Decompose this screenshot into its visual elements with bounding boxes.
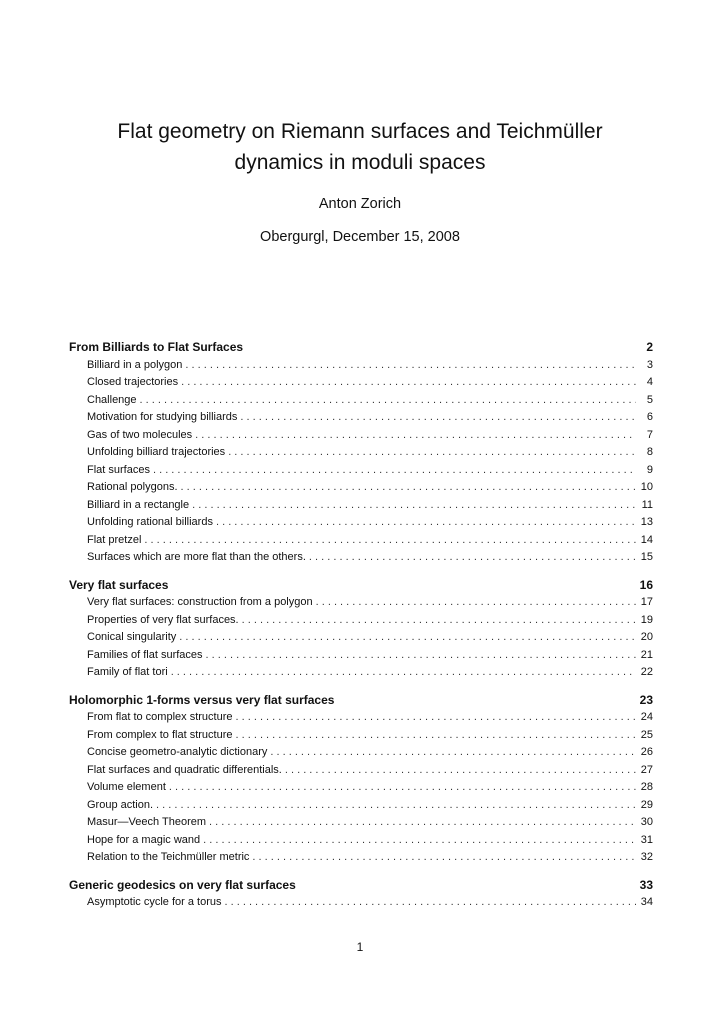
toc-section-heading[interactable]	[69, 692, 653, 710]
toc-leader-dots	[156, 797, 636, 815]
toc-entry[interactable]	[69, 462, 653, 480]
toc-entry[interactable]	[69, 832, 653, 850]
toc-section-page: 2	[646, 340, 653, 354]
author: Anton Zorich	[318, 196, 402, 212]
toc-entry[interactable]	[69, 797, 653, 815]
toc-entry-label: Unfolding rational billiards	[87, 516, 213, 528]
toc-entry-label: Billiard in a polygon	[87, 358, 183, 371]
toc-entry-label: Flat pretzel	[87, 533, 142, 546]
toc-section-heading[interactable]	[69, 877, 653, 895]
toc-entry-page: 21	[640, 648, 653, 661]
toc-entry-label: Flat surfaces and quadratic differentials.	[87, 763, 282, 776]
toc-leader-dots	[192, 497, 636, 515]
toc-entry-label: Flat surfaces	[87, 463, 150, 476]
toc-entry-label: Motivation for studying billiards	[87, 411, 238, 423]
toc-entry-label: Surfaces which are more flat than the others.	[87, 551, 306, 563]
page-number: 1	[356, 940, 364, 954]
toc-entry-label: Masur—Veech Theorem	[87, 816, 207, 828]
toc-entry[interactable]	[69, 664, 653, 682]
toc-leader-dots	[144, 532, 636, 550]
toc-entry[interactable]	[69, 374, 653, 392]
toc-leader-dots	[153, 462, 636, 480]
toc-entry-page: 9	[646, 463, 653, 476]
toc-section-page: 16	[639, 577, 653, 592]
toc-entry-page: 34	[640, 896, 653, 908]
toc-entry[interactable]	[69, 427, 653, 445]
toc-entry-page: 4	[646, 376, 653, 388]
toc-entry-label: Very flat surfaces: construction from a polygon	[87, 596, 313, 608]
toc-entry-page: 20	[640, 631, 653, 643]
toc-section-page: 23	[639, 692, 653, 707]
toc-leader-dots	[169, 779, 636, 797]
toc-entry-page: 17	[640, 596, 653, 608]
toc-leader-dots	[140, 392, 636, 410]
toc-entry[interactable]	[69, 647, 653, 665]
table-of-contents	[69, 339, 653, 922]
toc-entry-page: 19	[640, 613, 653, 626]
toc-leader-dots	[236, 727, 637, 745]
toc-entry-label: Families of flat surfaces	[87, 648, 203, 661]
toc-entry[interactable]	[69, 594, 653, 612]
toc-leader-dots	[181, 479, 636, 497]
toc-entry-page: 13	[640, 516, 653, 528]
toc-entry-label: Unfolding billiard trajectories	[87, 446, 226, 458]
place-date: Obergurgl, December 15, 2008	[260, 229, 460, 245]
toc-entry-page: 31	[640, 833, 653, 846]
toc-entry[interactable]	[69, 479, 653, 497]
toc-leader-dots	[242, 612, 636, 630]
toc-entry-label: Concise geometro-analytic dictionary	[87, 746, 268, 758]
toc-entry[interactable]	[69, 814, 653, 832]
toc-entry-page: 28	[640, 781, 653, 793]
toc-entry-label: Hope for a magic wand	[87, 833, 201, 846]
toc-entry[interactable]	[69, 629, 653, 647]
toc-section-title: Very flat surfaces	[69, 577, 169, 592]
toc-entry-label: Volume element	[87, 781, 166, 793]
toc-leader-dots	[185, 357, 636, 375]
toc-section	[69, 877, 653, 912]
toc-entry-label: Conical singularity	[87, 631, 177, 643]
toc-entry[interactable]	[69, 532, 653, 550]
toc-entry-page: 11	[641, 498, 653, 511]
toc-entry[interactable]	[69, 894, 653, 912]
toc-entry[interactable]	[69, 357, 653, 375]
title-line-1: Flat geometry on Riemann surfaces and Teichmüller	[117, 120, 603, 143]
toc-entry-label: Challenge	[87, 393, 137, 406]
toc-leader-dots	[195, 427, 636, 445]
toc-entry[interactable]	[69, 392, 653, 410]
toc-entry[interactable]	[69, 744, 653, 762]
toc-leader-dots	[181, 374, 636, 392]
toc-entry[interactable]	[69, 409, 653, 427]
toc-leader-dots	[206, 647, 636, 665]
toc-entry-page: 29	[640, 798, 653, 811]
toc-entry[interactable]	[69, 727, 653, 745]
toc-entry-label: Billiard in a rectangle	[87, 498, 190, 511]
toc-entry-label: Rational polygons.	[87, 481, 178, 493]
toc-section	[69, 577, 653, 682]
toc-leader-dots	[270, 744, 636, 762]
document-title	[0, 116, 720, 178]
toc-leader-dots	[309, 549, 636, 567]
toc-entry-label: Properties of very flat surfaces.	[87, 613, 239, 626]
toc-leader-dots	[252, 849, 636, 867]
toc-leader-dots	[240, 409, 636, 427]
toc-leader-dots	[316, 594, 636, 612]
toc-entry-page: 7	[646, 428, 653, 441]
toc-entry[interactable]	[69, 549, 653, 567]
toc-entry[interactable]	[69, 444, 653, 462]
toc-entry-page: 10	[640, 481, 653, 493]
toc-entry-page: 3	[646, 358, 653, 371]
toc-entry-label: Asymptotic cycle for a torus	[87, 896, 222, 908]
toc-leader-dots	[225, 894, 637, 912]
toc-entry-page: 26	[640, 746, 653, 758]
toc-entry-page: 30	[640, 816, 653, 828]
toc-section	[69, 339, 653, 567]
toc-section-title: From Billiards to Flat Surfaces	[69, 340, 244, 354]
toc-section	[69, 692, 653, 867]
toc-entry-page: 5	[646, 393, 653, 406]
toc-entry-page: 25	[640, 728, 653, 741]
toc-entry-label: Relation to the Teichmüller metric	[87, 851, 250, 863]
toc-section-page: 33	[639, 877, 653, 892]
toc-leader-dots	[203, 832, 636, 850]
toc-entry-label: From flat to complex structure	[87, 711, 233, 723]
toc-section-heading[interactable]	[69, 577, 653, 595]
toc-section-title: Holomorphic 1-forms versus very flat surfaces	[69, 692, 335, 707]
toc-entry[interactable]	[69, 849, 653, 867]
toc-entry[interactable]	[69, 709, 653, 727]
toc-entry-page: 14	[640, 533, 653, 546]
toc-entry-page: 6	[646, 411, 653, 423]
toc-entry-label: From complex to flat structure	[87, 728, 233, 741]
toc-leader-dots	[209, 814, 636, 832]
toc-entry[interactable]	[69, 612, 653, 630]
toc-entry[interactable]	[69, 497, 653, 515]
toc-leader-dots	[285, 762, 636, 780]
toc-entry-label: Group action.	[87, 798, 154, 811]
toc-section-title: Generic geodesics on very flat surfaces	[69, 877, 296, 892]
toc-entry-label: Closed trajectories	[87, 376, 179, 388]
toc-section-heading[interactable]	[69, 339, 653, 357]
toc-leader-dots	[171, 664, 636, 682]
toc-entry-page: 8	[646, 446, 653, 458]
toc-leader-dots	[228, 444, 636, 462]
toc-entry-page: 24	[640, 711, 653, 723]
title-line-2: dynamics in moduli spaces	[234, 151, 486, 174]
toc-entry[interactable]	[69, 514, 653, 532]
toc-entry-label: Family of flat tori	[87, 666, 168, 678]
toc-entry[interactable]	[69, 779, 653, 797]
toc-entry-label: Gas of two molecules	[87, 428, 193, 441]
toc-entry-page: 27	[640, 763, 653, 776]
toc-leader-dots	[179, 629, 636, 647]
toc-entry-page: 15	[640, 551, 653, 563]
toc-entry[interactable]	[69, 762, 653, 780]
toc-leader-dots	[216, 514, 636, 532]
toc-entry-page: 22	[640, 666, 653, 678]
toc-entry-page: 32	[640, 851, 653, 863]
toc-leader-dots	[236, 709, 637, 727]
